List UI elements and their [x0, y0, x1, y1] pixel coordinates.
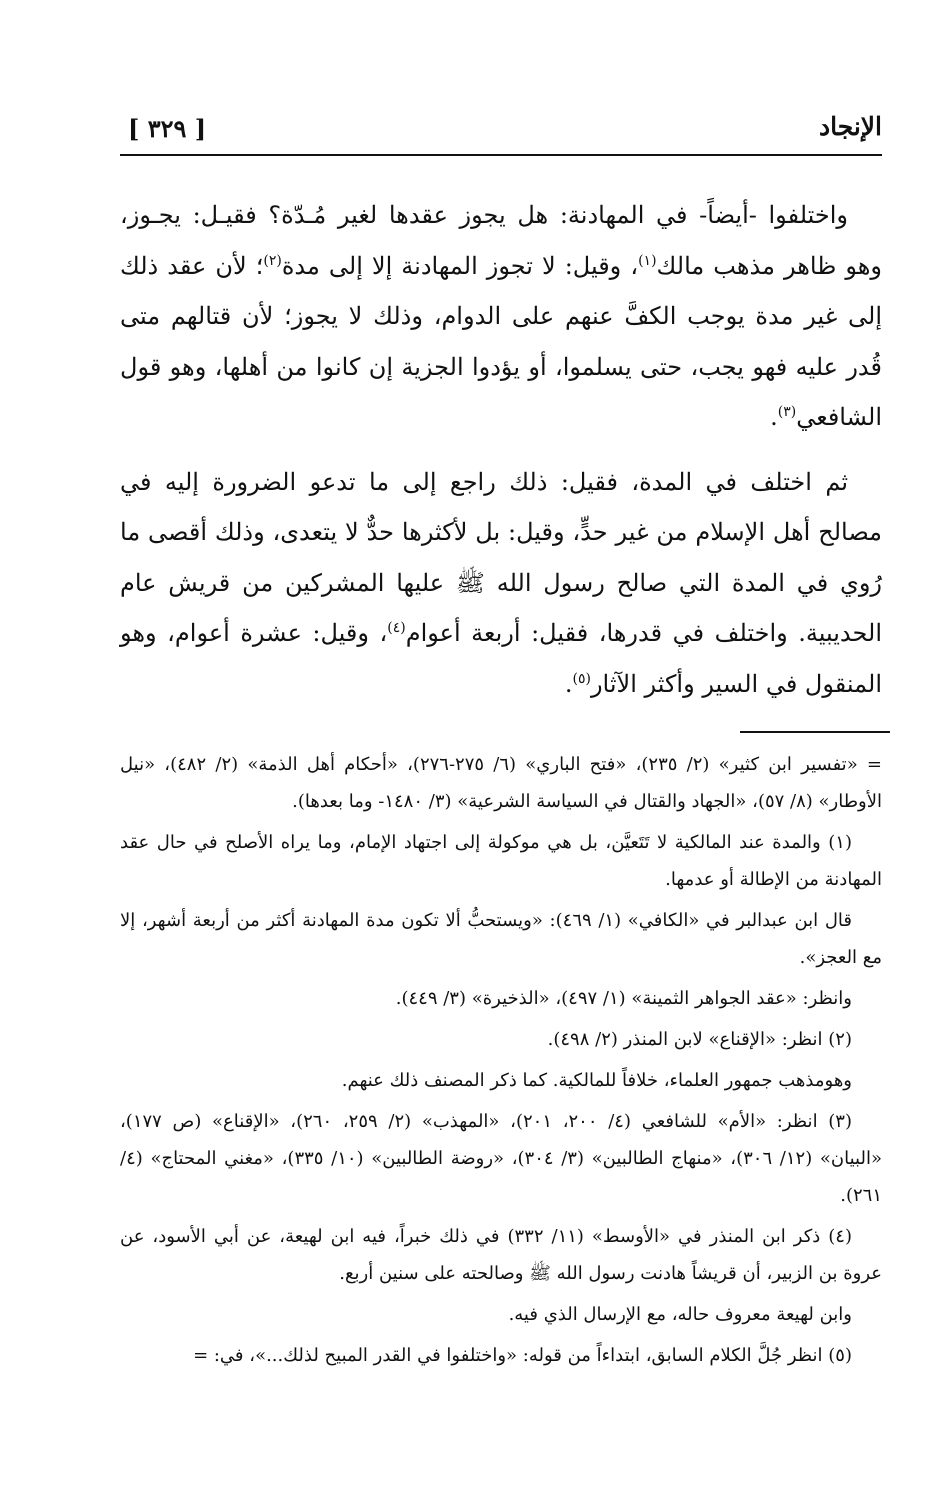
- footnote-3: (٣) انظر: «الأم» للشافعي (٤/ ٢٠٠، ٢٠١)، «المهذب» (٢/ ٢٥٩، ٢٦٠)، «الإقناع» (ص ١٧٧)، «البيان» (١٢/ ٣٠٦)، «منهاج الطالبين» (٣/ ٣٠٤)، «روضة الطالبين» (١٠/ ٣٣٥)، «مغني المحتاج» (٤/ ٢٦١).: [120, 1111, 882, 1206]
- footnote-1-quote: قال ابن عبدالبر في «الكافي» (١/ ٤٦٩): «ويستحبُّ ألا تكون مدة المهادنة أكثر من أربعة أشهر، إلا مع العجز».: [120, 910, 882, 968]
- paragraph-1-text-a: واختلفوا -أيضاً- في المهادنة: هل يجوز عقدها لغير مُـدّة؟ فقيـل: يجـوز، وهو ظاهر مذهب مالك: [120, 201, 882, 280]
- footnote-ref-2[interactable]: (٢): [263, 252, 282, 269]
- footnotes-section: [120, 746, 882, 1378]
- paragraph-2-text-c: .: [564, 669, 573, 698]
- paragraph-2-text-b: ، وقيل: عشرة أعوام، وهو المنقول في السير وأكثر الآثار: [120, 619, 882, 698]
- footnote-2: (٢) انظر: «الإقناع» لابن المنذر (٢/ ٤٩٨).: [547, 1029, 852, 1050]
- footnote-4: (٤) ذكر ابن المنذر في «الأوسط» (١١/ ٣٣٢) في ذلك خبراً، فيه ابن لهيعة، عن أبي الأسود، عن عروة بن الزبير، أن قريشاً هادنت رسول الله ﷺ وصالحته على سنين أربع.: [120, 1226, 882, 1284]
- paragraph-1-text-d: .: [770, 403, 778, 431]
- running-header: [120, 108, 882, 156]
- paragraph-1-text-b: ، وقيل: لا تجوز المهادنة إلا إلى مدة: [281, 251, 639, 280]
- paragraph-1-text-c: ؛ لأن عقد ذلك إلى غير مدة يوجب الكفَّ عنهم على الدوام، وذلك لا يجوز؛ لأن قتالهم متى قُدر عليه فهو يجب، حتى يسلموا، أو يؤدوا الجزية إن كانوا من أهلها، وهو قول الشافعي: [120, 251, 882, 431]
- footnote-ref-4[interactable]: (٤): [387, 620, 406, 636]
- footnote-continuation: = «تفسير ابن كثير» (٢/ ٢٣٥)، «فتح الباري» (٦/ ٢٧٥-٢٧٦)، «أحكام أهل الذمة» (٢/ ٤٨٢)، «نيل الأوطار» (٨/ ٥٧)، «الجهاد والقتال في السياسة الشرعية» (٣/ ١٤٨٠- وما بعدها).: [120, 754, 883, 812]
- footnote-1-refs: وانظر: «عقد الجواهر الثمينة» (١/ ٤٩٧)، «الذخيرة» (٣/ ٤٤٩).: [395, 988, 852, 1009]
- footnote-4-note: وابن لهيعة معروف حاله، مع الإرسال الذي فيه.: [508, 1304, 852, 1325]
- footnote-5: (٥) انظر جُلَّ الكلام السابق، ابتداءاً من قوله: «واختلفوا في القدر المبيح لذلك...»، في: =: [193, 1345, 852, 1366]
- paragraph-2-text-a: ثم اختلف في المدة، فقيل: ذلك راجع إلى ما تدعو الضرورة إليه في مصالح أهل الإسلام من غير حدٍّ، وقيل: بل لأكثرها حدٌّ لا يتعدى، وذلك أقصى ما رُوي في المدة التي صالح رسول الله ﷺ عليها المشركين من قريش عام الحديبية. واختلف في قدرها، فقيل: أربعة أعوام: [120, 467, 882, 647]
- running-header-title: الإنجاد: [818, 112, 882, 141]
- footnote-1: (١) والمدة عند المالكية لا تَتَعيَّن، بل هي موكولة إلى اجتهاد الإمام، وما يراه الأصلح في حال عقد المهادنة من الإطالة أو عدمها.: [120, 832, 882, 890]
- paragraph-1: [120, 190, 882, 443]
- footnote-separator: [740, 731, 890, 733]
- footnote-ref-5[interactable]: (٥): [572, 670, 591, 687]
- footnote-ref-1[interactable]: (١): [638, 252, 657, 269]
- main-text: [120, 190, 882, 709]
- paragraph-2: [120, 457, 882, 710]
- footnote-ref-3[interactable]: (٣): [777, 404, 797, 420]
- footnote-2-note: وهومذهب جمهور العلماء، خلافاً للمالكية. كما ذكر المصنف ذلك عنهم.: [341, 1070, 852, 1091]
- page-number: [ ٣٢٩ ]: [128, 114, 207, 143]
